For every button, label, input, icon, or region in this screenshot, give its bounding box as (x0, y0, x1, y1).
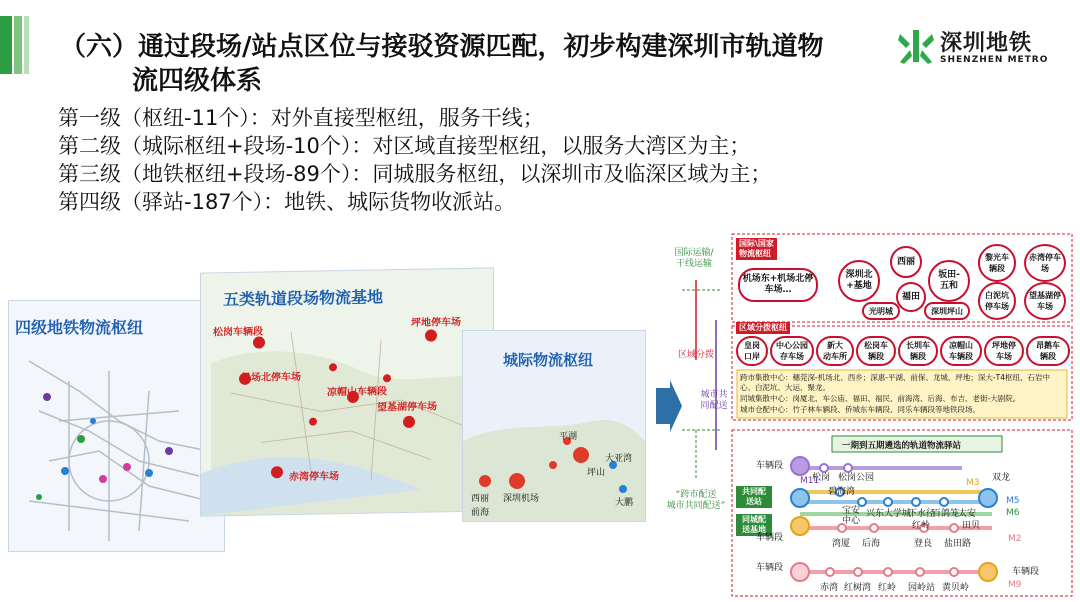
city-center-warehouse: 城市仓配中心：竹子林车辆段、侨城东车辆段、同乐车辆段等地铁段场。 (740, 405, 980, 414)
station-tianbei: 田贝 (962, 521, 981, 531)
station-depot-1: 车辆段 (756, 461, 784, 471)
station-xingdong: 兴东 (866, 509, 885, 519)
station-wanxia: 湾厦 (832, 539, 851, 549)
level-2: 第二级（城际枢纽+段场-10个）：对区域直接型枢纽，以服务大湾区为主； (58, 134, 751, 158)
line-m3: M3 (966, 478, 980, 488)
hierarchy-diagram (662, 230, 1080, 602)
station-bihaiwan: 碧海湾 (828, 487, 856, 497)
depot-map-panel (200, 267, 494, 516)
station-dengliang: 登良 (914, 539, 933, 549)
tier2-node-zhongxin: 中心公园 存车场 (770, 336, 814, 366)
station-songgang: 松岗 (812, 473, 831, 483)
tier2-node-huanggang: 皇岗 口岸 (736, 336, 768, 366)
intercity-map-panel (462, 330, 646, 522)
intercity-label-xili: 西丽 (471, 494, 490, 504)
station-songgang-park: 松岗公园 (838, 473, 875, 483)
tier1-node-bantian: 坂田- 五和 (928, 260, 970, 302)
title-line-1: （六）通过段场/站点区位与接驳资源匹配，初步构建深圳市轨道物 (60, 32, 824, 62)
tier1-node-bainikeng: 白泥坑 停车场 (978, 282, 1016, 320)
line-m2: M2 (1008, 534, 1022, 544)
tier2-node-songgang: 松岗车 辆段 (856, 336, 896, 366)
station-depot-2: 车辆段 (756, 533, 784, 543)
intercity-map-background (463, 331, 645, 521)
metro-network-map (9, 301, 224, 551)
logo-text-en: SHENZHEN METRO (940, 55, 1049, 65)
intercity-label-qianhai: 前海 (471, 508, 490, 518)
station-taian: 太安 (958, 509, 977, 519)
tier1-node-futian: 福田 (896, 282, 926, 312)
tag-joint-station: 共同配 送站 (736, 486, 772, 508)
tier1-node-chiwan: 赤湾停车 场 (1024, 244, 1066, 282)
station-shuanglong: 双龙 (992, 473, 1011, 483)
depot-label-liangmao: 凉帽山车辆段 (327, 386, 387, 399)
station-yantian: 盐田路 (944, 539, 972, 549)
city-center-cross: 跨市集散中心：穗莞深-机场北、西乡；深惠-平湖、前保、龙城、坪地；深大-T4枢纽、石岩中心、白泥坑、大运、聚龙。 (740, 373, 1050, 392)
station-baigelong: 百鸽笼 (932, 509, 960, 519)
shenzhen-metro-logo (898, 26, 1068, 72)
tier1-node-airport: 机场东+机场北停车场… (738, 268, 818, 302)
metro-logo-icon (898, 28, 934, 64)
tier2-node-xinda: 新大 动车所 (816, 336, 854, 366)
line-m6: M6 (1006, 508, 1020, 518)
tier1-node-xili: 西丽 (890, 246, 922, 278)
station-baoan: 宝安中心 (842, 506, 861, 526)
station-xiashuijing: 下水径 (908, 509, 936, 519)
tier1-node-shenzhen-north: 深圳北 +基地 (838, 260, 880, 302)
accent-bar (0, 16, 34, 74)
label-intl-transport: 国际运输/ 干线运输 (674, 248, 714, 269)
depot-label-wangjihu: 望基湖停车场 (377, 401, 437, 414)
station-hongling-1: 红岭 (912, 521, 931, 531)
metro-map-title: 四级地铁物流枢纽 (15, 318, 144, 337)
station-daxuecheng: 大学城 (884, 509, 912, 519)
station-depot-3: 车辆段 (756, 563, 784, 573)
logo-text-cn: 深圳地铁 (940, 31, 1033, 56)
station-chiwan: 赤湾 (820, 583, 839, 593)
tier2-node-changzhen: 长圳车 辆段 (898, 336, 938, 366)
city-center-same: 同城集散中心：岗厦北、车公庙、福田、福民、前海湾、后海、布吉、老街-大剧院。 (740, 394, 1021, 403)
intercity-label-dapeng: 大鹏 (615, 498, 634, 508)
tier1-node-liguang: 黎光车 辆段 (978, 244, 1016, 282)
station-houhai: 后海 (862, 539, 881, 549)
tag-same-city-base: 同城配 送基地 (736, 514, 772, 536)
depot-label-songgang: 松岗车辆段 (213, 326, 263, 339)
tier2-node-ange: 昂鹅车 辆段 (1026, 336, 1070, 366)
station-depot-4: 车辆段 (1012, 567, 1040, 577)
tier1-node-wangjihu: 望基湖停 车场 (1024, 282, 1066, 320)
label-city-distribution: 城市共 同配送 (700, 390, 728, 411)
level-list (58, 104, 771, 216)
intercity-label-pingshan: 坪山 (587, 468, 606, 478)
level-1: 第一级（枢纽-11个）：对外直接型枢纽，服务干线； (58, 106, 544, 130)
intercity-label-dayawan: 大亚湾 (605, 454, 633, 464)
tier1-node-guangmingcheng: 光明城 (862, 302, 900, 320)
depot-label-airport: 机场北停车场 (241, 371, 301, 384)
depot-label-pingdi: 坪地停车场 (411, 317, 461, 329)
title-line-2: 流四级体系 (132, 66, 263, 96)
level-3: 第三级（地铁枢纽+段场-89个）：同城服务枢纽，以深圳市及临深区域为主； (58, 162, 772, 186)
label-cross-city: “跨市配送 城市共同配送” (666, 490, 726, 511)
depot-map-title: 五类轨道段场物流基地 (223, 287, 384, 310)
line-m5: M5 (1006, 496, 1020, 506)
intercity-map-title: 城际物流枢纽 (503, 351, 594, 369)
tier2-tag: 区域分拨枢纽 (736, 322, 790, 334)
line-m11: M11 (800, 476, 820, 486)
depot-label-chiwan: 赤湾停车场 (289, 471, 339, 484)
line-m9: M9 (1008, 580, 1022, 590)
label-regional-distribution: 区域分拨 (677, 350, 714, 360)
intercity-label-pinghu: 平湖 (559, 432, 578, 442)
tier2-node-pingdi: 坪地停 车场 (984, 336, 1024, 366)
station-huangbeiling: 黄贝岭 (942, 583, 970, 593)
tier2-node-liangmaoshan: 凉帽山 车辆段 (940, 336, 982, 366)
level-4: 第四级（驿站-187个）：地铁、城际货物收派站。 (58, 190, 516, 214)
station-hongshuwan: 红树湾 (844, 583, 872, 593)
network-title: 一期到五期遴选的轨道物流驿站 (842, 441, 962, 451)
page-title (60, 30, 860, 98)
intercity-label-airport: 深圳机场 (503, 494, 540, 504)
station-hongling-2: 红岭 (878, 583, 897, 593)
tier1-node-pingshan: 深圳坪山 (924, 302, 970, 320)
metro-map-panel (8, 300, 225, 552)
tier1-tag: 国际\国家 物流枢纽 (736, 238, 777, 260)
station-yuanling: 园岭站 (908, 583, 936, 593)
